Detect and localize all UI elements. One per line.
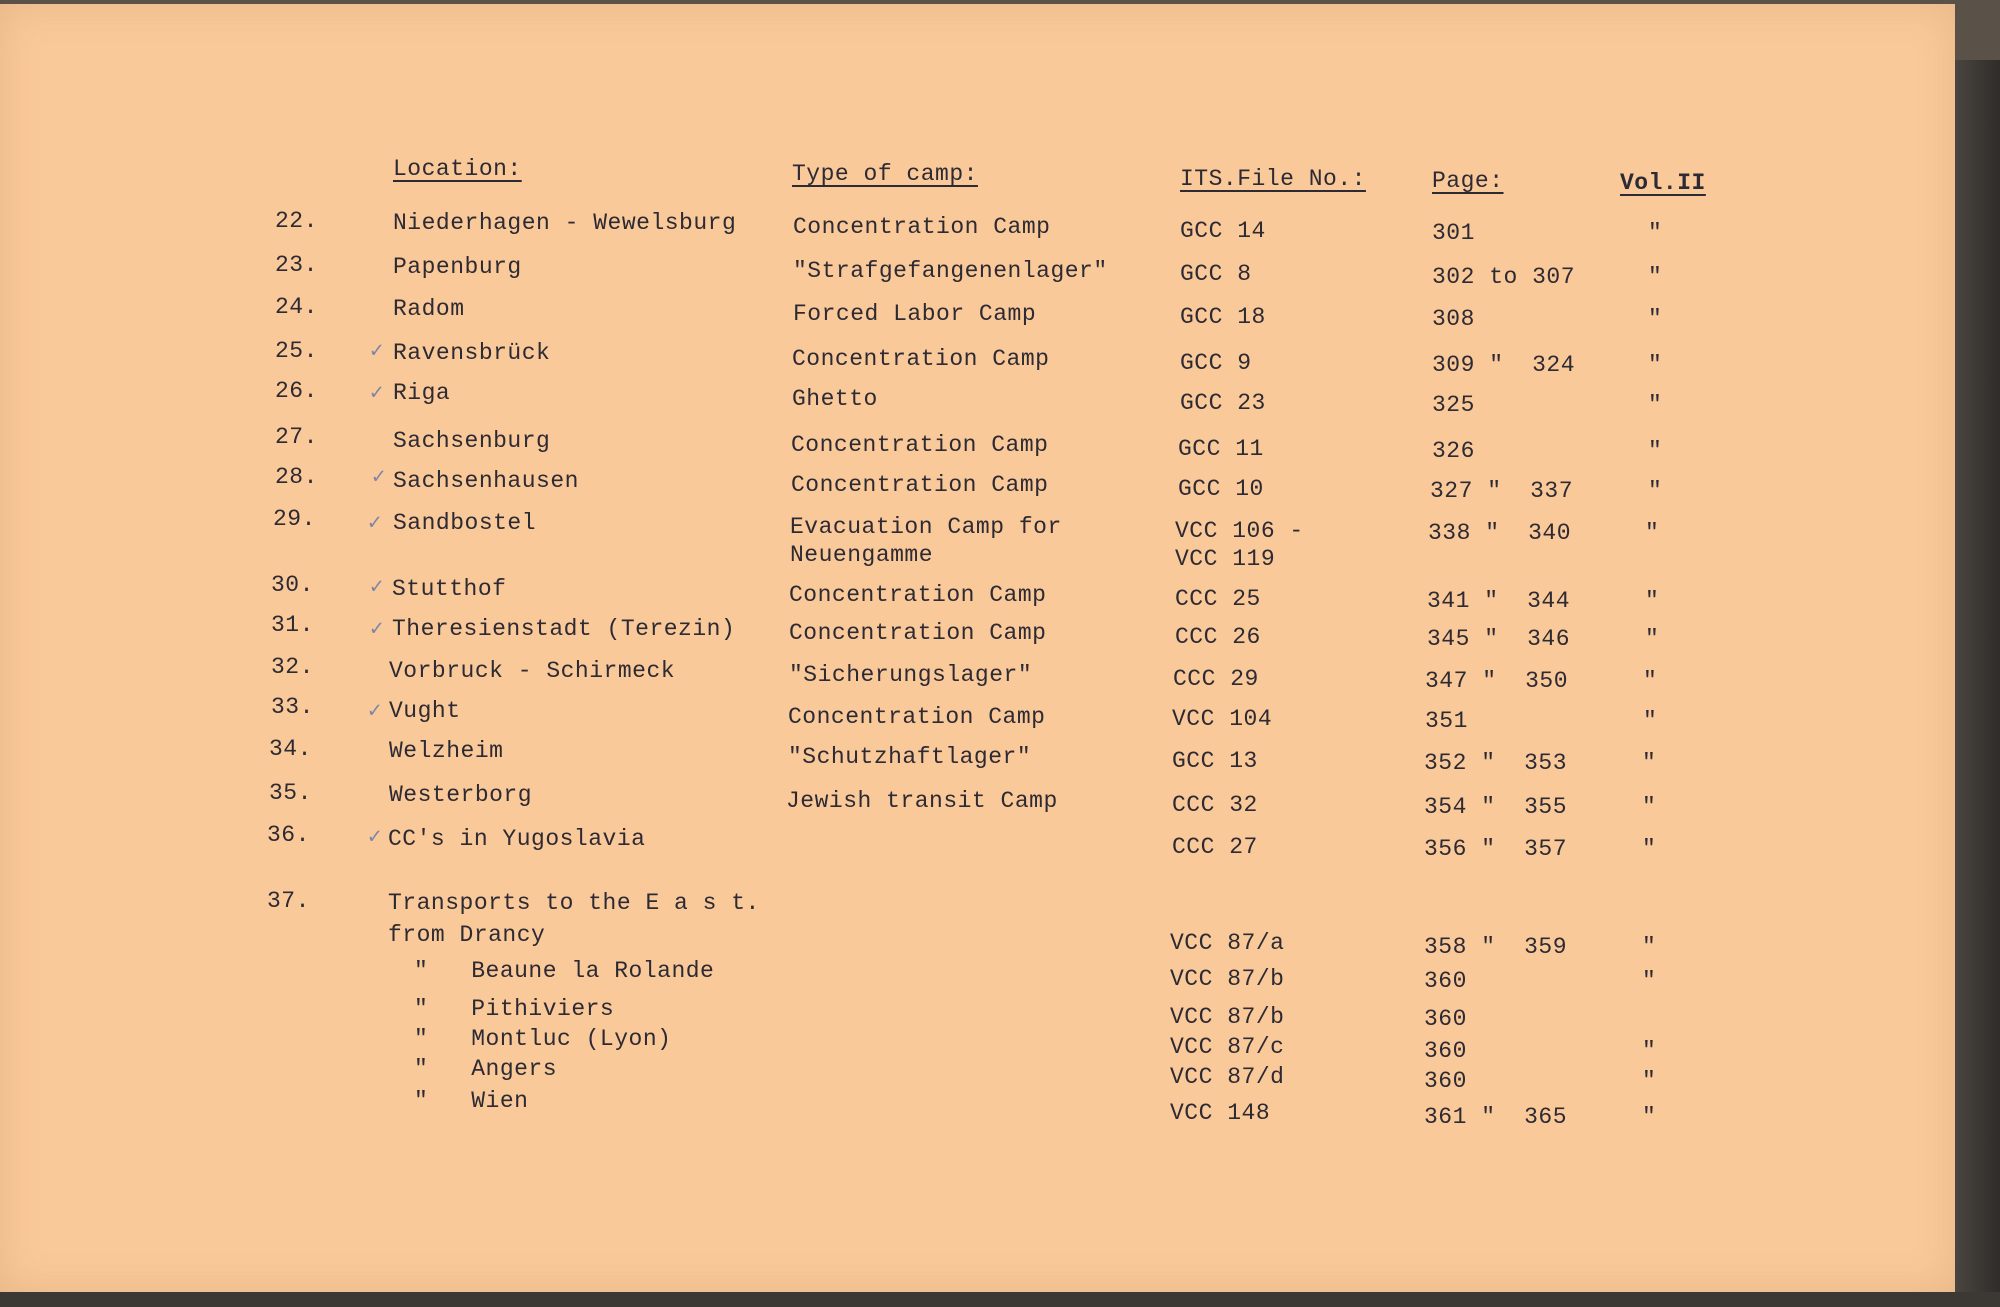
row-number: 31. xyxy=(271,612,314,638)
row-location: Vught xyxy=(389,698,461,724)
check-mark-icon: ✓ xyxy=(368,825,382,850)
check-mark-icon: ✓ xyxy=(370,575,384,600)
row-type: Concentration Camp xyxy=(789,582,1047,608)
transport-file: VCC 87/a xyxy=(1170,930,1285,956)
row-file: CCC 32 xyxy=(1172,792,1258,818)
row-location: Niederhagen - Wewelsburg xyxy=(393,210,737,236)
row-type-continued: Neuengamme xyxy=(790,542,934,568)
row-page: 354 " 355 xyxy=(1424,794,1568,820)
row-file: VCC 106 - xyxy=(1175,518,1304,544)
row-location: Sandbostel xyxy=(393,510,537,536)
page-bottom-edge xyxy=(0,1292,2000,1307)
row-file: GCC 9 xyxy=(1180,350,1252,376)
check-mark-icon: ✓ xyxy=(368,511,382,536)
binder-edge xyxy=(1955,60,2000,1307)
transport-page: 360 xyxy=(1424,1068,1467,1094)
row-page: 302 to 307 xyxy=(1432,264,1576,290)
transport-location: from Drancy xyxy=(388,922,546,948)
row-type: Concentration Camp xyxy=(791,472,1049,498)
transport-page: 361 " 365 xyxy=(1424,1104,1568,1130)
row-file: GCC 13 xyxy=(1172,748,1258,774)
transport-vol: " xyxy=(1642,934,1657,960)
row-vol: " xyxy=(1648,220,1663,246)
row-file: GCC 11 xyxy=(1178,436,1264,462)
row-location: Radom xyxy=(393,296,465,322)
row-type: "Strafgefangenenlager" xyxy=(793,258,1108,284)
row-location: Theresienstadt (Terezin) xyxy=(392,616,736,642)
header-page: Page: xyxy=(1432,168,1504,194)
transport-file: VCC 87/b xyxy=(1170,966,1285,992)
row-location: Westerborg xyxy=(389,782,533,808)
row-file: GCC 18 xyxy=(1180,304,1266,330)
row-page: 352 " 353 xyxy=(1424,750,1568,776)
row-number: 30. xyxy=(271,572,314,598)
check-mark-icon: ✓ xyxy=(372,465,386,490)
check-mark-icon: ✓ xyxy=(370,339,384,364)
row-number: 37. xyxy=(267,888,310,914)
row-page: 338 " 340 xyxy=(1428,520,1572,546)
row-number: 24. xyxy=(275,294,318,320)
check-mark-icon: ✓ xyxy=(370,617,384,642)
row-page: 345 " 346 xyxy=(1427,626,1571,652)
row-file: GCC 8 xyxy=(1180,261,1252,287)
row-number: 26. xyxy=(275,378,318,404)
row-page: 341 " 344 xyxy=(1427,588,1571,614)
header-type: Type of camp: xyxy=(792,161,978,187)
row-number: 35. xyxy=(269,780,312,806)
row-file: CCC 25 xyxy=(1175,586,1261,612)
row-number: 32. xyxy=(271,654,314,680)
row-vol: " xyxy=(1648,438,1663,464)
row-type: Concentration Camp xyxy=(788,704,1046,730)
header-location: Location: xyxy=(393,156,522,182)
row-number: 33. xyxy=(271,694,314,720)
row-file: CCC 27 xyxy=(1172,834,1258,860)
transport-page: 360 xyxy=(1424,968,1467,994)
row-type: "Sicherungslager" xyxy=(789,662,1033,688)
row-location: CC's in Yugoslavia xyxy=(388,826,646,852)
row-vol: " xyxy=(1643,668,1658,694)
transport-vol: " xyxy=(1642,1068,1657,1094)
row-type: "Schutzhaftlager" xyxy=(788,744,1032,770)
row-location: Welzheim xyxy=(389,738,504,764)
row-number: 25. xyxy=(275,338,318,364)
row-number: 28. xyxy=(275,464,318,490)
transport-vol: " xyxy=(1642,968,1657,994)
transport-location: " Pithiviers xyxy=(414,996,615,1022)
transport-location: " Wien xyxy=(414,1088,529,1114)
row-number: 22. xyxy=(275,208,318,234)
row-type: Concentration Camp xyxy=(792,346,1050,372)
row-page: 327 " 337 xyxy=(1430,478,1574,504)
row-type: Jewish transit Camp xyxy=(786,788,1058,814)
row-number: 23. xyxy=(275,252,318,278)
row-page: 301 xyxy=(1432,220,1475,246)
row-page: 325 xyxy=(1432,392,1475,418)
transport-page: 360 xyxy=(1424,1006,1467,1032)
row-file: GCC 23 xyxy=(1180,390,1266,416)
row-vol: " xyxy=(1648,352,1663,378)
row-vol: " xyxy=(1648,306,1663,332)
row-type: Concentration Camp xyxy=(791,432,1049,458)
header-file: ITS.File No.: xyxy=(1180,166,1366,192)
row-location: Stutthof xyxy=(392,576,507,602)
transport-page: 360 xyxy=(1424,1038,1467,1064)
row-vol: " xyxy=(1645,626,1660,652)
row-number: 34. xyxy=(269,736,312,762)
row-vol: " xyxy=(1643,708,1658,734)
row-page: 356 " 357 xyxy=(1424,836,1568,862)
transports-title: Transports to the E a s t. xyxy=(388,890,760,916)
row-vol: " xyxy=(1648,392,1663,418)
row-number: 36. xyxy=(267,822,310,848)
transport-file: VCC 87/b xyxy=(1170,1004,1285,1030)
row-file: CCC 29 xyxy=(1173,666,1259,692)
row-file-continued: VCC 119 xyxy=(1175,546,1276,572)
transport-file: VCC 148 xyxy=(1170,1100,1271,1126)
transport-vol: " xyxy=(1642,1104,1657,1130)
transport-location: " Angers xyxy=(414,1056,558,1082)
document-page xyxy=(0,4,1955,1292)
row-page: 351 xyxy=(1425,708,1468,734)
row-vol: " xyxy=(1648,264,1663,290)
row-vol: " xyxy=(1648,478,1663,504)
row-vol: " xyxy=(1642,794,1657,820)
row-page: 309 " 324 xyxy=(1432,352,1576,378)
row-location: Riga xyxy=(393,380,451,406)
row-vol: " xyxy=(1642,750,1657,776)
row-location: Papenburg xyxy=(393,254,522,280)
transport-file: VCC 87/d xyxy=(1170,1064,1285,1090)
row-type: Concentration Camp xyxy=(789,620,1047,646)
check-mark-icon: ✓ xyxy=(368,699,382,724)
check-mark-icon: ✓ xyxy=(370,381,384,406)
row-file: VCC 104 xyxy=(1172,706,1273,732)
row-type: Forced Labor Camp xyxy=(793,301,1037,327)
row-location: Ravensbrück xyxy=(393,340,551,366)
transport-location: " Montluc (Lyon) xyxy=(414,1026,672,1052)
row-location: Sachsenhausen xyxy=(393,468,579,494)
row-location: Sachsenburg xyxy=(393,428,551,454)
row-vol: " xyxy=(1645,520,1660,546)
row-page: 347 " 350 xyxy=(1425,668,1569,694)
transport-file: VCC 87/c xyxy=(1170,1034,1285,1060)
transport-location: " Beaune la Rolande xyxy=(414,958,715,984)
row-type: Concentration Camp xyxy=(793,214,1051,240)
row-file: CCC 26 xyxy=(1175,624,1261,650)
row-location: Vorbruck - Schirmeck xyxy=(389,658,676,684)
transport-vol: " xyxy=(1642,1038,1657,1064)
transport-page: 358 " 359 xyxy=(1424,934,1568,960)
row-vol: " xyxy=(1642,836,1657,862)
row-number: 27. xyxy=(275,424,318,450)
row-type: Ghetto xyxy=(792,386,878,412)
row-file: GCC 14 xyxy=(1180,218,1266,244)
row-page: 308 xyxy=(1432,306,1475,332)
row-number: 29. xyxy=(273,506,316,532)
row-type: Evacuation Camp for xyxy=(790,514,1062,540)
row-file: GCC 10 xyxy=(1178,476,1264,502)
row-page: 326 xyxy=(1432,438,1475,464)
header-vol: Vol.II xyxy=(1620,170,1706,196)
row-vol: " xyxy=(1645,588,1660,614)
